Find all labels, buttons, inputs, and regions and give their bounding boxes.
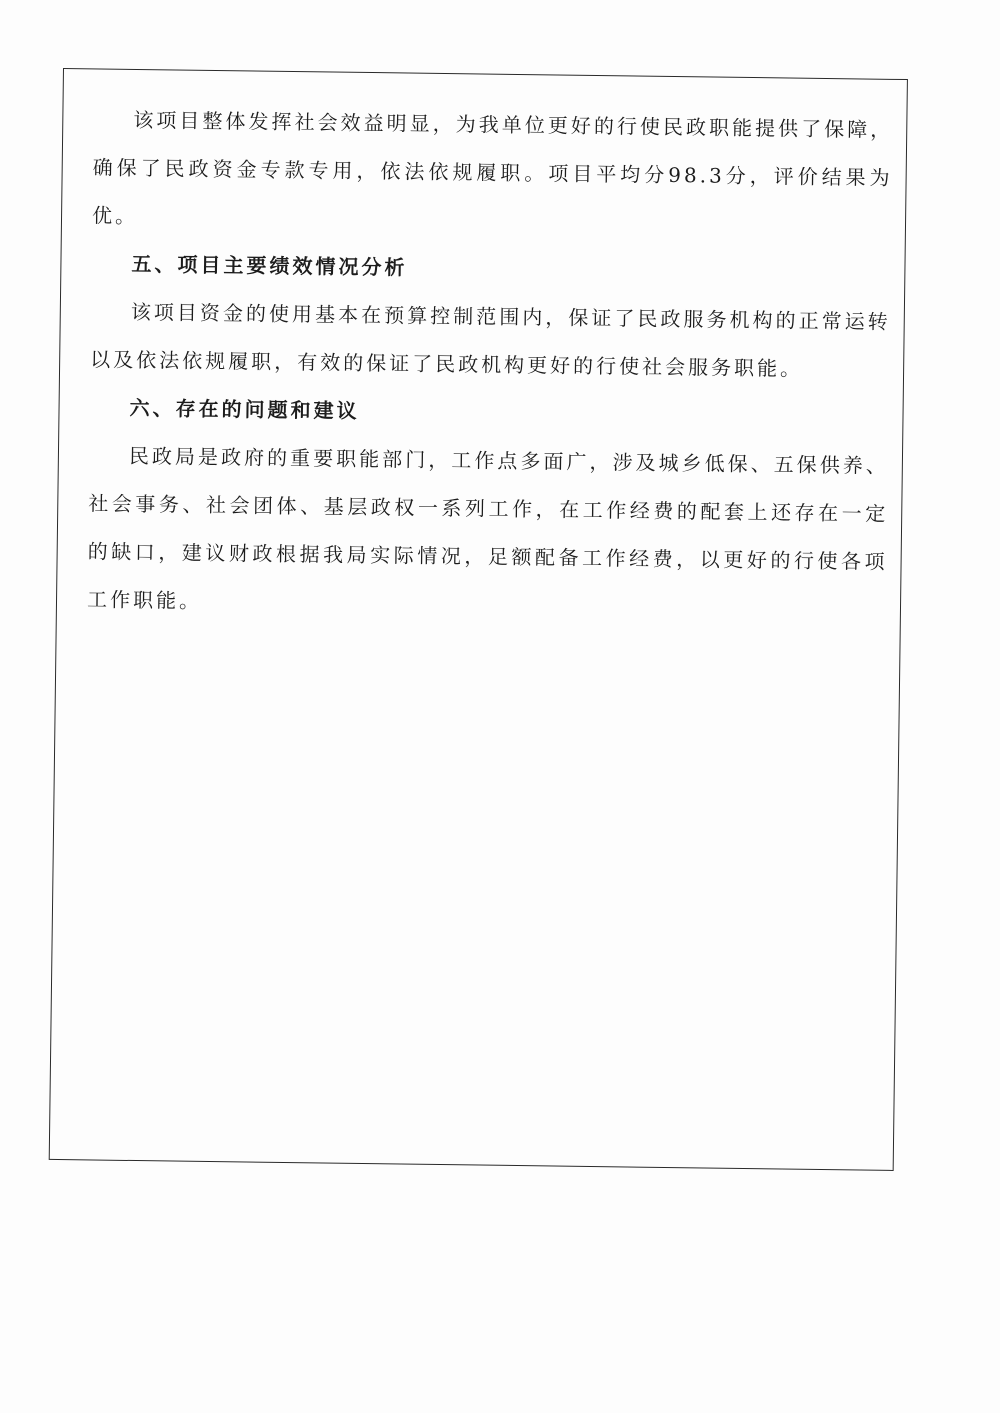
paragraph-social-benefit: 该项目整体发挥社会效益明显，为我单位更好的行使民政职能提供了保障，确保了民政资金专款专用，依法依规履职。项目平均分98.3分，评价结果为优。: [91, 107, 894, 228]
content-body: [87, 95, 894, 633]
content-frame: [49, 68, 908, 1171]
paragraph-budget-usage: 该项目资金的使用基本在预算控制范围内，保证了民政服务机构的正常运转以及依法依规履职，有效的保证了民政机构更好的行使社会服务职能。: [90, 299, 891, 381]
section-heading-problems: 六、存在的问题和建议: [129, 395, 360, 423]
section-heading-performance: 五、项目主要绩效情况分析: [131, 251, 408, 280]
paragraph-suggestions: 民政局是政府的重要职能部门，工作点多面广，涉及城乡低保、五保供养、社会事务、社会团体、基层政权一系列工作，在工作经费的配套上还存在一定的缺口，建议财政根据我局实际情况，足额配备工作经费，以更好的行使各项工作职能。: [86, 443, 890, 613]
